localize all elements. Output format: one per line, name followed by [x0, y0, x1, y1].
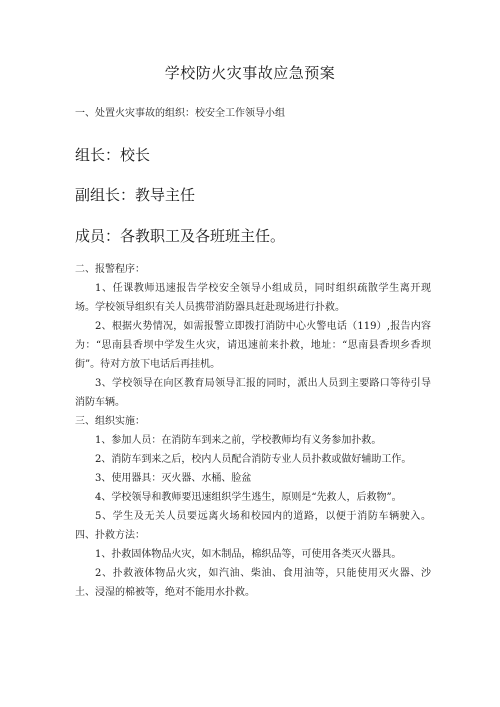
document-title: 学校防火灾事故应急预案 — [164, 64, 336, 82]
body-paragraph: 三、组织实施： — [75, 416, 145, 427]
body-paragraph: 1、扑救固体物品火灾，如木制品，棉织品等，可使用各类灭火器具。 — [95, 549, 402, 560]
body-paragraph: 2、消防车到来之后，校内人员配合消防专业人员扑救或做好辅助工作。 — [95, 454, 412, 465]
body-paragraph: 2、根据火势情况，如需报警立即拨打消防中心火警电话（119）,报告内容为：“思南县香坝中学发生火灾，请迅速前来扑救，地址：“思南县香坝乡香坝街”。待对方放下电话后再挂机。 — [75, 321, 431, 370]
body-paragraph: 2、扑救液体物品火灾，如汽油、柴油、食用油等，只能使用灭火器、沙土、浸湿的棉被等，绝对不能用水扑救。 — [75, 568, 431, 598]
deputy-leader-line: 副组长：教导主任 — [75, 186, 196, 204]
body-paragraph: 4、学校领导和教师要迅速组织学生逃生，原则是“先救人，后救物”。 — [95, 492, 402, 503]
leader-line: 组长：校长 — [75, 146, 151, 164]
body-paragraph: 1、任课教师迅速报告学校安全领导小组成员，同时组织疏散学生离开现场。学校领导组织有关人员携带消防器具赶赴现场进行扑救。 — [75, 283, 431, 313]
body-paragraph: 5、学生及无关人员要远离火场和校园内的道路，以便于消防车辆驶入。四、扑救方法： — [75, 511, 431, 541]
body-paragraph: 3、学校领导在向区教育局领导汇报的同时，派出人员到主要路口等待引导消防车辆。 — [75, 378, 431, 408]
members-line: 成员：各教职工及各班班主任。 — [75, 227, 286, 245]
body-paragraph: 1、参加人员：在消防车到来之前，学校教师均有义务参加扑救。 — [95, 435, 382, 446]
section-one-heading: 一、处置火灾事故的组织：校安全工作领导小组 — [75, 108, 285, 119]
document-body — [75, 260, 431, 602]
body-paragraph: 二、报警程序： — [75, 264, 145, 275]
body-paragraph: 3、使用器具：灭火器、水桶、脸盆 — [95, 473, 252, 484]
